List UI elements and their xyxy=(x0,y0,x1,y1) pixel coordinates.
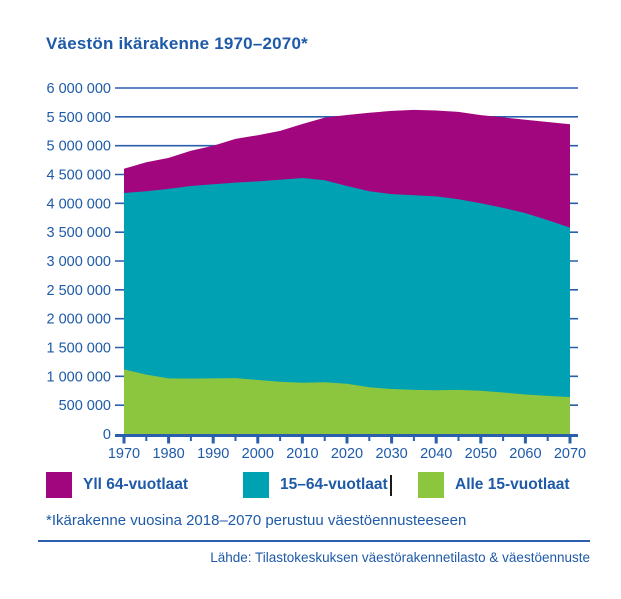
x-tick-label: 2060 xyxy=(509,446,542,462)
x-tick-label: 1970 xyxy=(107,446,141,462)
y-tick-label: 0 xyxy=(102,427,111,443)
y-tick-label: 3 500 000 xyxy=(46,225,111,242)
y-tick-label: 4 500 000 xyxy=(46,167,111,184)
legend-item-over64 xyxy=(46,472,188,498)
source-line: Lähde: Tilastokeskuksen väestörakennetilasto & väestöennuste xyxy=(210,550,590,565)
y-tick-label: 5 000 000 xyxy=(46,138,111,155)
y-tick-label: 500 000 xyxy=(58,398,111,415)
x-tick-label: 1990 xyxy=(197,446,230,462)
y-tick-label: 3 000 000 xyxy=(46,254,111,270)
x-tick-label: 2070 xyxy=(553,446,587,462)
page-title: Väestön ikärakenne 1970–2070* xyxy=(46,34,308,53)
legend-swatch xyxy=(243,472,269,498)
y-tick-label: 6 000 000 xyxy=(46,81,111,97)
footnote: *Ikärakenne vuosina 2018–2070 perustuu väestöennusteeseen xyxy=(46,512,467,529)
x-tick-label: 2010 xyxy=(286,446,319,462)
separator-line xyxy=(38,540,590,542)
legend-item-under15 xyxy=(418,472,570,498)
x-tick-label: 2020 xyxy=(330,446,364,462)
y-tick-label: 1 500 000 xyxy=(46,340,111,357)
legend-label-over64: Yll 64-vuotlaat xyxy=(83,476,189,493)
y-tick-label: 2 500 000 xyxy=(46,282,111,299)
x-tick-label: 1980 xyxy=(152,446,185,462)
y-tick-label: 5 500 000 xyxy=(46,109,111,126)
legend-label-under15: Alle 15-vuotlaat xyxy=(455,476,570,493)
y-tick-label: 4 000 000 xyxy=(46,196,111,213)
legend-label-working-age: 15–64-vuotlaat xyxy=(280,476,388,493)
legend-swatch xyxy=(46,472,72,498)
x-tick-label: 2040 xyxy=(420,446,453,462)
y-tick-label: 2 000 000 xyxy=(46,311,111,328)
text-cursor xyxy=(390,475,392,496)
legend-swatch xyxy=(418,472,444,498)
y-tick-label: 1 000 000 xyxy=(46,369,111,386)
legend-item-working-age xyxy=(243,472,392,498)
x-tick-label: 2030 xyxy=(375,446,408,462)
x-tick-label: 2050 xyxy=(464,446,497,462)
x-tick-label: 2000 xyxy=(241,446,274,462)
